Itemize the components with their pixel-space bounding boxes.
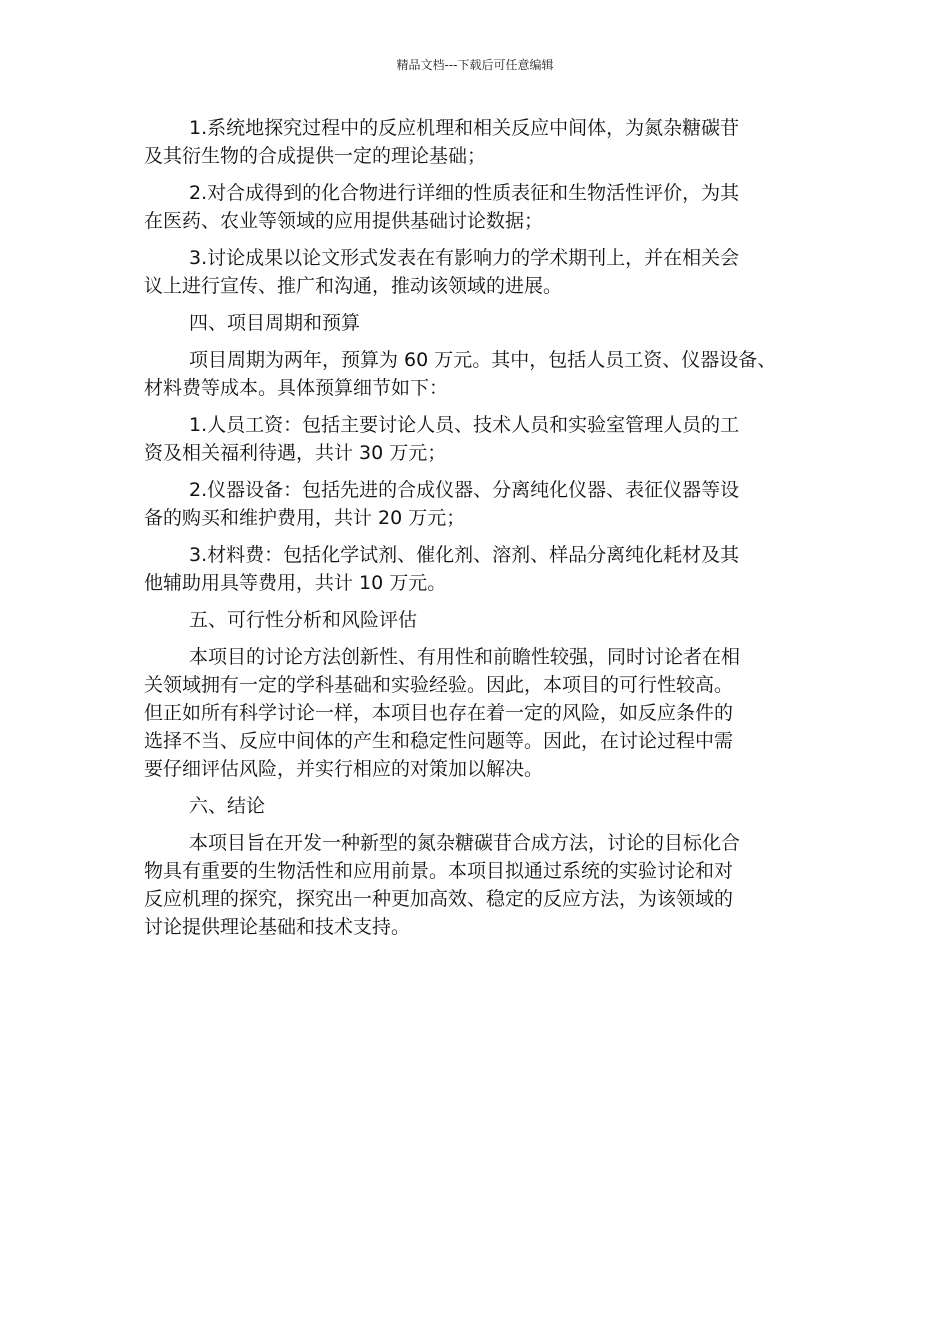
goal-paragraph-3: 3.讨论成果以论文形式发表在有影响力的学术期刊上，并在相关会 议上进行宣传、推广和沟通，推动该领域的进展。	[144, 247, 740, 297]
goal-paragraph-2: 2.对合成得到的化合物进行详细的性质表征和生物活性评价，为其 在医药、农业等领域的应用提供基础讨论数据；	[144, 182, 740, 232]
budget-item-materials: 3.材料费：包括化学试剂、催化剂、溶剂、样品分离纯化耗材及其 他辅助用具等费用，共计 10 万元。	[144, 544, 740, 594]
budget-item-personnel: 1.人员工资：包括主要讨论人员、技术人员和实验室管理人员的工 资及相关福利待遇，共计 30 万元；	[144, 414, 740, 464]
goal-paragraph-1: 1.系统地探究过程中的反应机理和相关反应中间体，为氮杂糖碳苷 及其衍生物的合成提供一定的理论基础；	[144, 117, 740, 167]
section-heading-budget: 四、项目周期和预算	[189, 312, 361, 334]
conclusion-paragraph: 本项目旨在开发一种新型的氮杂糖碳苷合成方法，讨论的目标化合 物具有重要的生物活性和应用前景。本项目拟通过系统的实验讨论和对 反应机理的探究，探究出一种更加高效、稳定的反应方法，为该领域的 讨论提供理论基础和技术支持。	[144, 832, 741, 938]
budget-item-equipment: 2.仪器设备：包括先进的合成仪器、分离纯化仪器、表征仪器等设 备的购买和维护费用，共计 20 万元；	[144, 479, 740, 529]
section-heading-conclusion: 六、结论	[189, 795, 266, 817]
feasibility-paragraph: 本项目的讨论方法创新性、有用性和前瞻性较强，同时讨论者在相 关领域拥有一定的学科基础和实验经验。因此，本项目的可行性较高。 但正如所有科学讨论一样，本项目也存在着一定的风险，如反应条件的 选择不当、反应中间体的产生和稳定性问题等。因此，在讨论过程中需 要仔细评估风险，并实行相应的对策加以解决。	[144, 646, 741, 780]
budget-intro-paragraph: 项目周期为两年，预算为 60 万元。其中，包括人员工资、仪器设备、 材料费等成本。具体预算细节如下：	[144, 349, 777, 399]
page-header: 精品文档---下载后可任意编辑	[396, 58, 554, 72]
document-body	[144, 114, 794, 950]
section-heading-feasibility: 五、可行性分析和风险评估	[189, 609, 418, 631]
